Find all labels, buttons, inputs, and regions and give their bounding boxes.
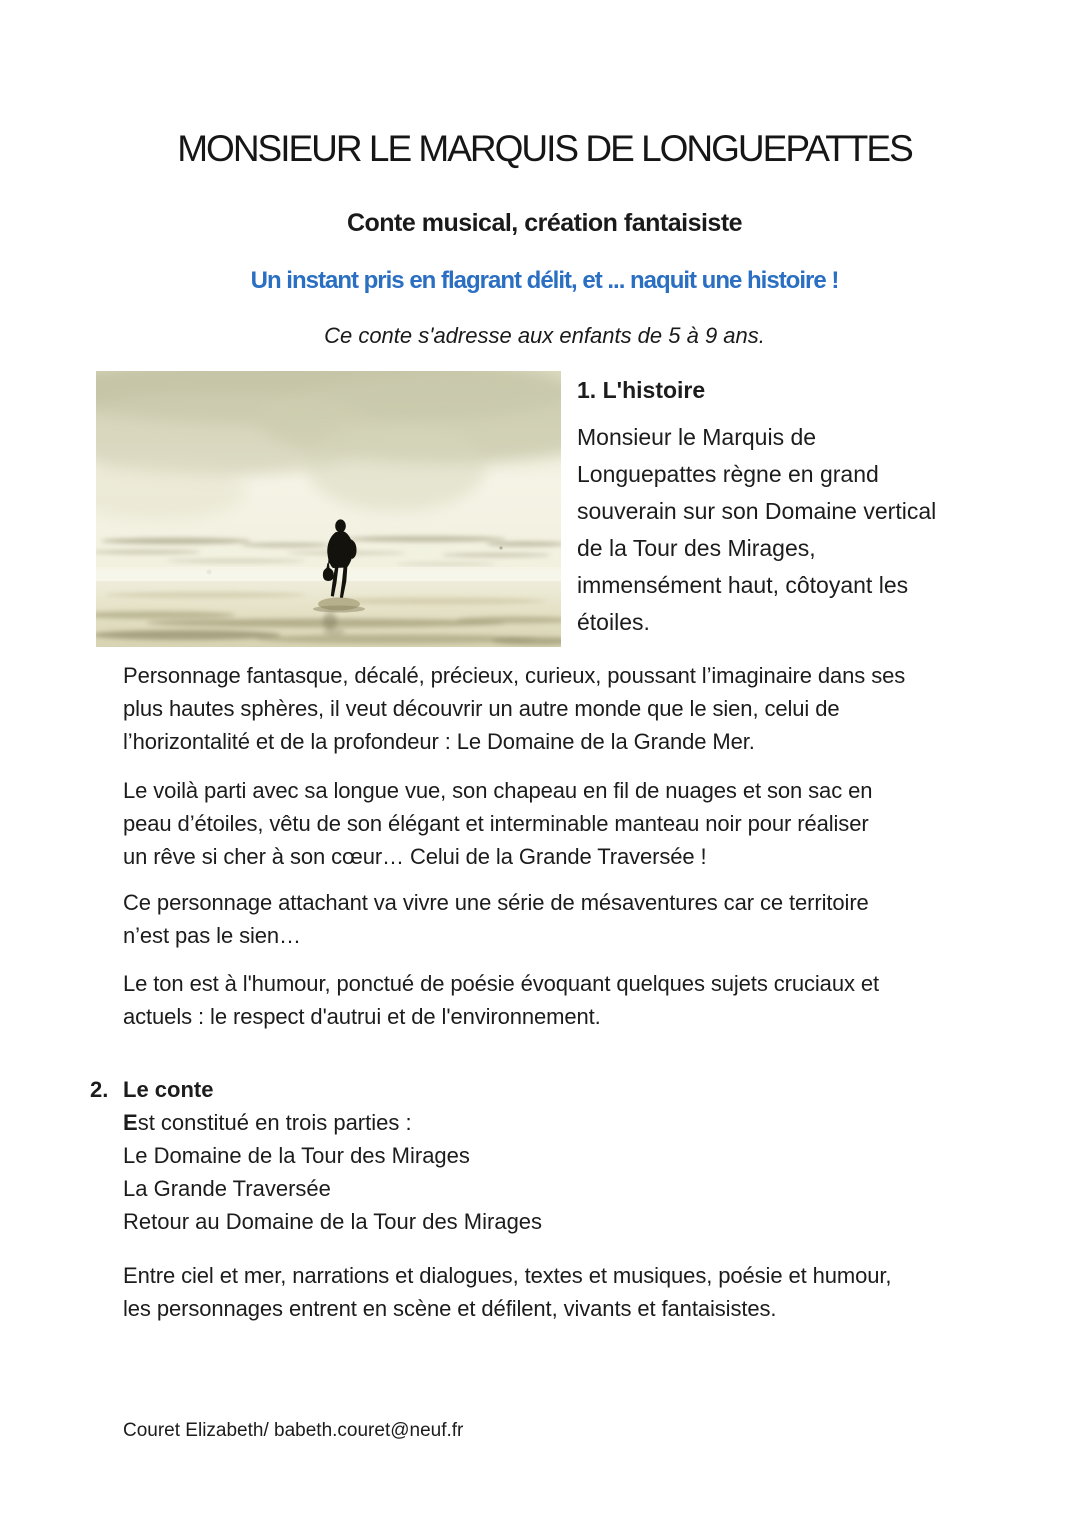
text-line: l’horizontalité et de la profondeur : Le Domaine de la Grande Mer. [123,729,755,755]
text-line: souverain sur son Domaine vertical [577,497,937,524]
figure-row [96,371,966,647]
text-line: actuels : le respect d'autrui et de l'environnement. [123,1004,601,1030]
section1-paragraph [577,419,966,641]
text-line: Retour au Domaine de la Tour des Mirages [123,1209,543,1235]
text-line: n’est pas le sien… [123,923,301,949]
section2-intro-rest: st constitué en trois parties : [137,1110,412,1136]
audience-note: Ce conte s'adresse aux enfants de 5 à 9 ans. [324,322,765,348]
text-line: Le voilà parti avec sa longue vue, son chapeau en fil de nuages et son sac en [123,778,873,804]
page-title: MONSIEUR LE MARQUIS DE LONGUEPATTES [177,128,912,169]
text-line: les personnages entrent en scène et défilent, vivants et fantaisistes. [123,1296,777,1322]
text-line: Personnage fantasque, décalé, précieux, curieux, poussant l’imaginaire dans ses [123,663,906,689]
section2-intro-initial: E [123,1110,138,1136]
section2-le-conte [90,1073,966,1238]
section2-number: 2. [90,1077,109,1103]
paragraph-mesaventures [123,886,966,952]
text-line: un rêve si cher à son cœur… Celui de la Grande Traversée ! [123,844,707,870]
text-line: de la Tour des Mirages, [577,534,816,561]
histoire-column [577,371,966,647]
section2-parts-list [123,1139,966,1238]
text-line: Le ton est à l'humour, ponctué de poésie évoquant quelques sujets cruciaux et [123,971,880,997]
walker-head [335,520,346,533]
text-line: peau d’étoiles, vêtu de son élégant et interminable manteau noir pour réaliser [123,811,869,837]
text-line: Monsieur le Marquis de [577,423,817,450]
paragraph-ton-humour [123,967,966,1033]
text-line: Longuepattes règne en grand [577,460,879,487]
text-line: étoiles. [577,608,650,635]
footer-contact: Couret Elizabeth/ babeth.couret@neuf.fr [123,1420,464,1442]
section2-body [123,1073,966,1238]
beach-walker-photo [96,371,561,647]
text-line: Ce personnage attachant va vivre une série de mésaventures car ce territoire [123,890,869,916]
paragraph-personnage [123,659,966,758]
section2-heading: Le conte [123,1077,214,1103]
document-subtitle: Conte musical, création fantaisiste [346,208,743,237]
text-line: plus hautes sphères, il veut découvrir un autre monde que le sien, celui de [123,696,840,722]
paragraph-closing [123,1259,966,1325]
text-line: La Grande Traversée [123,1176,331,1202]
text-line: Entre ciel et mer, narrations et dialogues, textes et musiques, poésie et humour, [123,1263,892,1289]
text-line: immensément haut, côtoyant les [577,571,909,598]
text-line: Le Domaine de la Tour des Mirages [123,1143,470,1169]
paragraph-voila-parti [123,774,966,873]
section2-intro [123,1106,966,1139]
section1-heading: 1. L'histoire [577,377,706,404]
tagline-blue: Un instant pris en flagrant délit, et ... naquit une histoire ! [250,266,839,294]
